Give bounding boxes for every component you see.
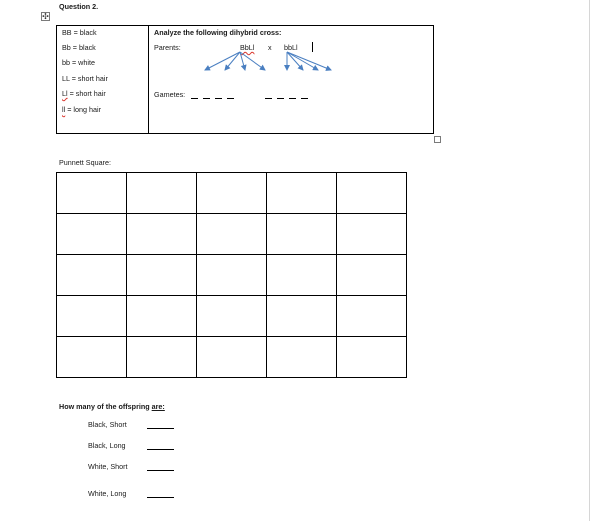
answer-label-white-long: White, Long (88, 489, 127, 498)
legend-item-ll-short: LL = short hair (62, 74, 108, 83)
punnett-cell[interactable] (337, 214, 407, 255)
punnett-cell[interactable] (337, 337, 407, 378)
arrow-parent1-gamete-1 (205, 52, 240, 70)
punnett-cell[interactable] (337, 255, 407, 296)
punnett-row (57, 337, 407, 378)
punnett-cell[interactable] (197, 255, 267, 296)
answer-label-black-short: Black, Short (88, 420, 127, 429)
genotype-ll-het: Ll (62, 89, 68, 98)
punnett-cell[interactable] (197, 214, 267, 255)
legend-item-bb-black: BB = black (62, 28, 97, 37)
legend-item-bb-white: bb = white (62, 58, 95, 67)
table-resize-handle-icon[interactable] (434, 136, 441, 143)
punnett-row (57, 255, 407, 296)
parent1-genotype: BbLl (240, 43, 255, 52)
punnett-cell[interactable] (267, 337, 337, 378)
punnett-cell[interactable] (127, 255, 197, 296)
punnett-cell[interactable] (197, 173, 267, 214)
parents-label: Parents: (154, 43, 181, 52)
genotype-ll-recessive: ll (62, 105, 66, 114)
punnett-cell[interactable] (267, 255, 337, 296)
legend-desc-long: = long hair (65, 105, 101, 114)
punnett-row (57, 173, 407, 214)
arrow-parent1-gamete-2 (225, 52, 240, 70)
offspring-question-underlined: are: (151, 402, 165, 411)
legend-desc-short: = short hair (67, 89, 106, 98)
punnett-cell[interactable] (127, 173, 197, 214)
punnett-cell[interactable] (337, 296, 407, 337)
arrow-parent2-gamete-4 (287, 52, 331, 70)
offspring-question-main: How many of the offspring (59, 402, 152, 411)
punnett-cell[interactable] (267, 173, 337, 214)
table-move-handle-icon[interactable]: ✣ (42, 12, 49, 21)
parent2-genotype: bbLl (284, 43, 298, 52)
punnett-row (57, 214, 407, 255)
punnett-cell[interactable] (57, 255, 127, 296)
punnett-row (57, 296, 407, 337)
offspring-question (59, 403, 165, 410)
answer-line-black-short[interactable] (147, 428, 174, 429)
punnett-cell[interactable] (57, 173, 127, 214)
answer-line-white-short[interactable] (147, 470, 174, 471)
punnett-cell[interactable] (127, 214, 197, 255)
punnett-cell[interactable] (57, 337, 127, 378)
punnett-cell[interactable] (197, 296, 267, 337)
answer-label-white-short: White, Short (88, 462, 128, 471)
punnett-cell[interactable] (337, 173, 407, 214)
cross-heading: Analyze the following dihybrid cross: (154, 28, 282, 37)
punnett-square (56, 172, 407, 378)
punnett-cell[interactable] (127, 337, 197, 378)
answer-line-black-long[interactable] (147, 449, 174, 450)
gametes-label: Gametes: (154, 90, 186, 99)
answer-line-white-long[interactable] (147, 497, 174, 498)
punnett-cell[interactable] (57, 296, 127, 337)
arrow-parent2-gamete-2 (287, 52, 303, 70)
punnett-cell[interactable] (267, 214, 337, 255)
punnett-label: Punnett Square: (59, 158, 111, 167)
legend-item-bb-het-black: Bb = black (62, 43, 96, 52)
cross-times-symbol: x (268, 43, 272, 52)
punnett-cell[interactable] (197, 337, 267, 378)
punnett-cell[interactable] (57, 214, 127, 255)
question-title: Question 2. (59, 2, 99, 11)
punnett-cell[interactable] (267, 296, 337, 337)
answer-label-black-long: Black, Long (88, 441, 126, 450)
arrow-parent2-gamete-3 (287, 52, 318, 70)
punnett-cell[interactable] (127, 296, 197, 337)
